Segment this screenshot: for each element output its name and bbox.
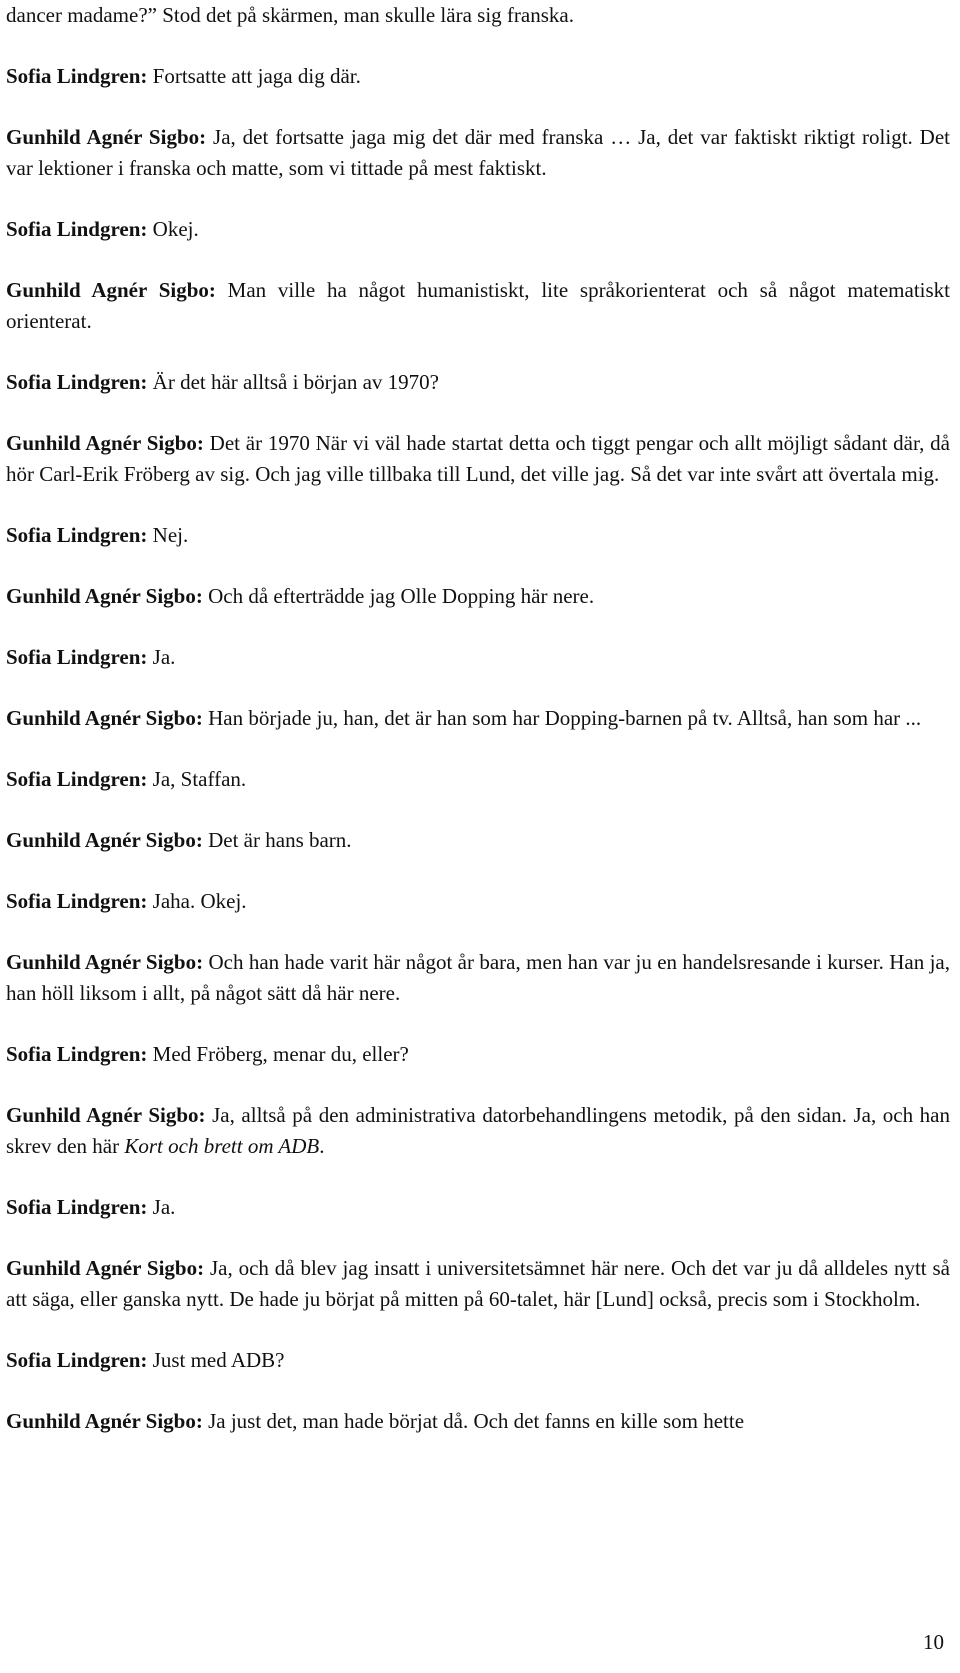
speaker-label: Sofia Lindgren: [6,64,148,88]
speaker-label: Gunhild Agnér Sigbo: [6,431,204,455]
transcript-paragraph [6,428,950,490]
paragraph-text: Ja, det fortsatte jaga mig det där med franska … Ja, det var faktiskt riktigt roligt. Det var lektioner i franska och matte, som vi tittade på mest faktiskt. [6,125,951,180]
speaker-label: Gunhild Agnér Sigbo: [6,278,216,302]
paragraph-text: Ja, Staffan. [152,767,247,791]
paragraph-text: Ja, alltså på den administrativa datorbehandlingens metodik, på den sidan. Ja, och han skrev den här [6,1103,950,1158]
transcript-paragraph [6,1253,950,1315]
paragraph-text: Det är hans barn. [208,828,352,852]
paragraph-text: Ja. [152,645,176,669]
transcript-paragraph [6,764,950,795]
transcript-paragraph [6,275,950,337]
paragraph-text: Ja just det, man hade börjat då. Och det fanns en kille som hette [208,1409,745,1433]
transcript-paragraph [6,1100,950,1162]
paragraph-text: Är det här alltså i början av 1970? [152,370,439,394]
speaker-label: Sofia Lindgren: [6,767,148,791]
transcript-paragraph [6,1345,950,1376]
transcript-paragraph [6,825,950,856]
sentence-end: . [319,1134,325,1158]
speaker-label: Gunhild Agnér Sigbo: [6,828,203,852]
speaker-label: Gunhild Agnér Sigbo: [6,950,204,974]
transcript-paragraph [6,947,950,1009]
speaker-label: Sofia Lindgren: [6,370,148,394]
paragraph-text: Nej. [152,523,189,547]
speaker-label: Gunhild Agnér Sigbo: [6,706,203,730]
paragraph-text: dancer madame?” Stod det på skärmen, man skulle lära sig franska. [6,3,574,27]
transcript-paragraph [6,1406,950,1437]
transcript-paragraph [6,214,950,245]
paragraph-text: Med Fröberg, menar du, eller? [152,1042,409,1066]
paragraph-text: Ja. [152,1195,176,1219]
transcript-paragraph [6,520,950,551]
speaker-label: Sofia Lindgren: [6,645,148,669]
speaker-label: Gunhild Agnér Sigbo: [6,125,207,149]
paragraph-text: Just med ADB? [152,1348,285,1372]
speaker-label: Sofia Lindgren: [6,1195,148,1219]
paragraph-text: Och då efterträdde jag Olle Dopping här nere. [208,584,595,608]
transcript-paragraph [6,122,950,184]
paragraph-text: Man ville ha något humanistiskt, lite språkorienterat och så något matematiskt orienterat. [6,278,950,333]
transcript-paragraph [6,642,950,673]
speaker-label: Gunhild Agnér Sigbo: [6,1409,203,1433]
transcript-paragraph [6,1192,950,1223]
speaker-label: Gunhild Agnér Sigbo: [6,584,203,608]
transcript-paragraph [6,703,950,734]
speaker-label: Gunhild Agnér Sigbo: [6,1256,205,1280]
document-page [6,0,950,1437]
paragraph-text: Okej. [152,217,199,241]
transcript-paragraph [6,581,950,612]
transcript-paragraph [6,61,950,92]
speaker-label: Sofia Lindgren: [6,217,148,241]
transcript-paragraph [6,367,950,398]
paragraph-text: Fortsatte att jaga dig där. [152,64,361,88]
paragraph-text: Och han hade varit här något år bara, men han var ju en handelsresande i kurser. Han ja, han höll liksom i allt, på något sätt då här nere. [6,950,951,1005]
speaker-label: Sofia Lindgren: [6,889,148,913]
page-number: 10 [923,1630,944,1654]
paragraph-text: Han började ju, han, det är han som har Dopping-barnen på tv. Alltså, han som har ... [208,706,922,730]
speaker-label: Sofia Lindgren: [6,523,148,547]
speaker-label: Sofia Lindgren: [6,1042,148,1066]
paragraph-text: Jaha. Okej. [152,889,247,913]
transcript-paragraph [6,0,950,31]
transcript-paragraph [6,1039,950,1070]
speaker-label: Sofia Lindgren: [6,1348,148,1372]
paragraph-text: Det är 1970 När vi väl hade startat detta och tiggt pengar och allt möjligt sådant där, då hör Carl-Erik Fröberg av sig. Och jag ville tillbaka till Lund, det ville jag. Så det var inte svårt att övertala mig. [6,431,950,486]
speaker-label: Gunhild Agnér Sigbo: [6,1103,206,1127]
book-title: Kort och brett om ADB [124,1134,320,1158]
transcript-paragraph [6,886,950,917]
paragraph-text: Ja, och då blev jag insatt i universitetsämnet här nere. Och det var ju då alldeles nytt så att säga, eller ganska nytt. De hade ju börjat på mitten på 60-talet, här [Lund] också, precis som i Stockholm. [6,1256,951,1311]
